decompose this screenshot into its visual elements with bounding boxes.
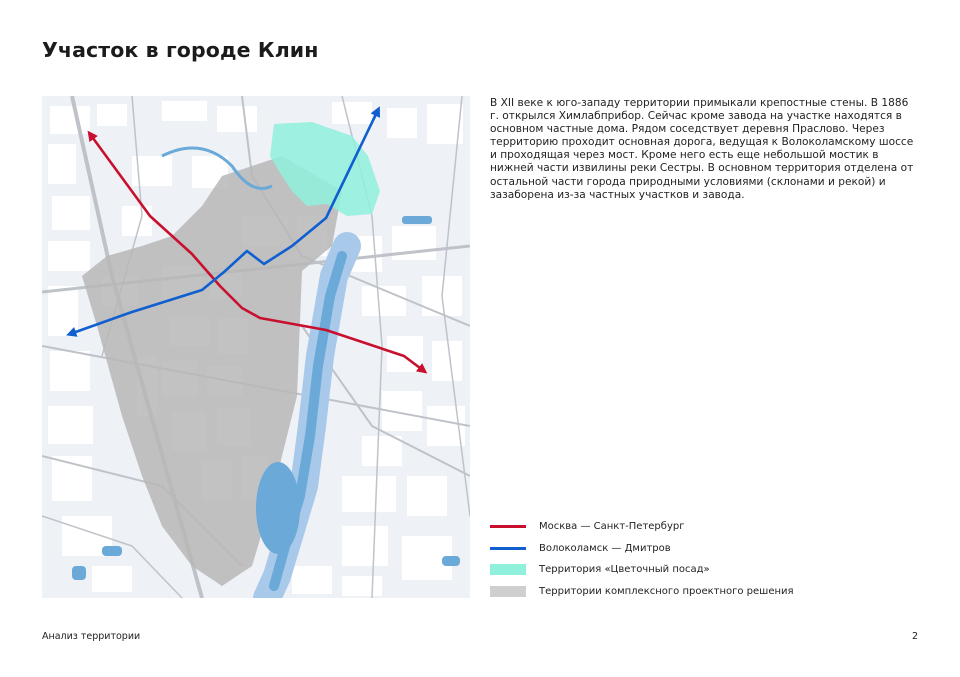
legend-item-volokolamsk-dmitrov	[490, 538, 920, 560]
map-legend	[490, 516, 920, 602]
page-title: Участок в городе Клин	[42, 38, 319, 62]
legend-swatch-mint-area	[490, 564, 526, 575]
site-map[interactable]	[42, 96, 470, 598]
legend-label: Территории комплексного проектного решения	[539, 585, 794, 597]
legend-label: Территория «Цветочный посад»	[539, 564, 710, 576]
area-description: В XII веке к юго-западу территории примыкали крепостные стены. В 1886 г. открылся Химлабприбор. Сейчас кроме завода на участке находятся в основном частные дома. Рядом соседствует деревня Праслово. Через территорию проходит основная дорога, ведущая к Волоколамскому шоссе и проходящая через мост. Кроме него есть еще небольшой мостик в нижней части извилины реки Сестры. В основном территория отделена от остальной части города природными условиями (склонами и рекой) и зазаборена из-за частных участков и завода.	[490, 97, 914, 201]
legend-swatch-grey-area	[490, 586, 526, 597]
legend-swatch-red-line	[490, 525, 526, 528]
legend-item-project-territory	[490, 581, 920, 603]
page-number: 2	[911, 631, 918, 642]
legend-swatch-blue-line	[490, 547, 526, 550]
legend-label: Москва — Санкт-Петербург	[539, 521, 685, 533]
footer-section-label: Анализ территории	[42, 631, 141, 642]
map-svg	[42, 96, 470, 598]
legend-label: Волоколамск — Дмитров	[539, 542, 671, 554]
legend-item-moscow-spb	[490, 516, 920, 538]
legend-item-flower-posad	[490, 559, 920, 581]
